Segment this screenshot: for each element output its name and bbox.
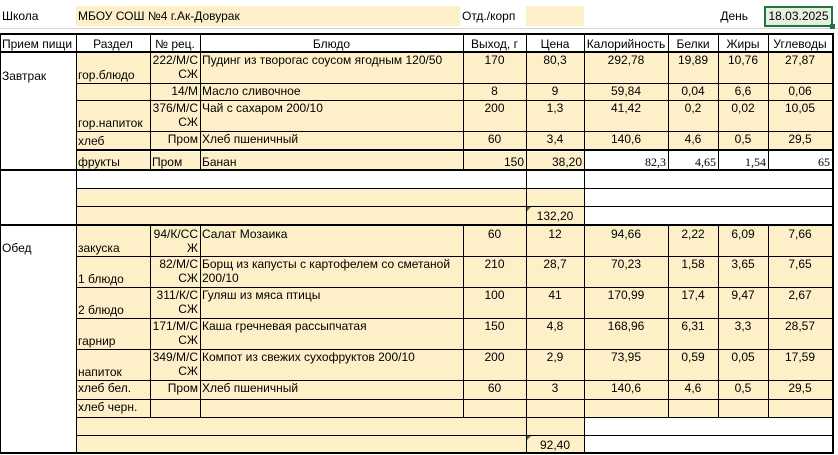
header-top-border [0,33,834,35]
table-cell-calories[interactable] [584,399,668,417]
table-cell-price[interactable]: 2,9 [526,349,584,380]
day-value[interactable]: 18.03.2025 [765,6,832,26]
lunch-top-border [0,224,834,226]
table-cell-fat[interactable]: 9,47 [718,287,768,318]
table-cell-protein[interactable]: 17,4 [668,287,718,318]
table-cell-protein[interactable]: 4,6 [668,380,718,399]
table-cell-price[interactable]: 1,3 [526,100,584,131]
table-cell-fat[interactable]: 6,6 [718,83,768,100]
table-cell-recipe[interactable]: Пром [150,131,200,149]
table-cell-recipe[interactable]: 349/М/С СЖ [150,349,200,380]
table-cell-fat[interactable]: 0,5 [718,131,768,149]
table-cell-carbs[interactable]: 7,66 [768,226,832,256]
table-cell-yield[interactable]: 200 [463,349,526,380]
gridline [0,28,838,29]
table-cell-carbs[interactable]: 2,67 [768,287,832,318]
col-protein: Белки [676,36,710,51]
table-cell-protein[interactable]: 6,31 [668,318,718,349]
col-line [718,226,719,417]
table-cell-dish[interactable]: Компот из свежих сухофруктов 200/10 [200,349,463,380]
table-cell-calories[interactable]: 140,6 [584,131,668,149]
table-cell-yield[interactable]: 60 [463,380,526,399]
table-cell-price[interactable]: 80,3 [526,52,584,83]
col-line [526,35,527,52]
table-cell-fat[interactable]: 0,05 [718,349,768,380]
table-cell-section[interactable]: 1 блюдо [76,256,150,287]
col-line [526,171,527,224]
table-cell-price[interactable]: 3,4 [526,131,584,149]
fruit-row-top-border [76,149,834,151]
col-line [526,53,527,170]
table-cell-fat[interactable]: 0,5 [718,380,768,399]
table-cell-section[interactable]: хлеб бел. [76,380,150,399]
table-cell-recipe[interactable]: 82/М/С СЖ [150,256,200,287]
table-cell-carbs[interactable] [768,399,832,417]
table-cell-calories[interactable]: 41,42 [584,100,668,131]
row-line [76,417,832,418]
table-cell-calories[interactable]: 59,84 [584,83,668,100]
fill-handle[interactable] [830,24,835,29]
table-cell-section[interactable]: хлеб [76,131,150,149]
table-cell-yield[interactable]: 60 [463,226,526,256]
table-cell-dish[interactable]: Гуляш из мяса птицы [200,287,463,318]
table-cell-yield[interactable]: 100 [463,287,526,318]
table-cell-yield[interactable]: 150 [463,318,526,349]
breakfast-total-price[interactable]: 132,20 [536,209,574,223]
table-cell-protein[interactable] [668,399,718,417]
col-line [76,53,77,453]
table-cell-dish[interactable] [200,399,463,417]
table-cell-yield[interactable] [463,399,526,417]
table-cell-carbs[interactable]: 10,05 [768,100,832,131]
empty-row[interactable] [76,170,584,188]
col-yield: Выход, г [471,36,518,51]
table-cell-dish[interactable]: Банан [200,152,463,170]
table-cell-price[interactable]: 9 [526,83,584,100]
table-cell-yield[interactable]: 170 [463,52,526,83]
table-cell-protein[interactable]: 2,22 [668,226,718,256]
table-cell-recipe[interactable]: 311/К/С СЖ [150,287,200,318]
col-line [200,53,201,170]
table-cell-section[interactable]: 2 блюдо [76,287,150,318]
col-line [526,226,527,452]
col-line [200,226,201,417]
table-cell-recipe[interactable]: Пром [150,152,200,170]
table-cell-recipe[interactable]: 222/М/С СЖ [150,52,200,83]
table-cell-price[interactable]: 4,8 [526,318,584,349]
table-cell-recipe[interactable] [150,399,200,417]
col-line [768,53,769,170]
table-cell-section[interactable]: напиток [76,349,150,380]
table-cell-fat[interactable]: 6,09 [718,226,768,256]
table-cell-calories[interactable]: 94,66 [584,226,668,256]
table-cell-calories[interactable]: 140,6 [584,380,668,399]
table-cell-price[interactable]: 28,7 [526,256,584,287]
school-label: Школа [2,9,39,23]
col-line [463,35,464,52]
col-line [150,35,151,52]
table-cell-section[interactable]: хлеб черн. [76,399,150,417]
table-cell-carbs[interactable]: 29,5 [768,380,832,399]
table-cell-dish[interactable]: Пудинг из творогас соусом ягодным 120/50 [200,52,463,83]
table-cell-price[interactable]: 41 [526,287,584,318]
row-line [76,188,832,189]
row-line [76,206,832,207]
table-cell-protein[interactable]: 0,59 [668,349,718,380]
col-line [200,35,201,52]
meal-lunch: Обед [2,241,32,255]
table-cell-protein[interactable]: 0,2 [668,100,718,131]
lunch-total-price[interactable]: 92,40 [539,438,571,452]
col-fat: Жиры [726,36,760,51]
col-line [668,53,669,170]
empty-row[interactable] [76,417,584,435]
left-border [0,33,1,454]
col-line [150,53,151,170]
table-cell-dish[interactable]: Хлеб пшеничный [200,380,463,399]
table-cell-fat[interactable]: 3,65 [718,256,768,287]
meal-breakfast: Завтрак [2,69,47,83]
table-cell-carbs[interactable]: 7,65 [768,256,832,287]
table-cell-calories[interactable]: 292,78 [584,52,668,83]
table-cell-fat[interactable]: 10,76 [718,52,768,83]
table-cell-dish[interactable]: Чай с сахаром 200/10 [200,100,463,131]
col-price: Цена [540,36,570,51]
empty-row[interactable] [76,188,584,206]
table-cell-price[interactable]: 38,20 [526,152,584,170]
col-line [76,35,77,52]
col-line [584,171,585,224]
table-cell-recipe[interactable]: 94/К/СС Ж [150,226,200,256]
col-line [150,226,151,417]
col-line [584,35,585,52]
table-cell-calories[interactable]: 70,23 [584,256,668,287]
table-cell-section[interactable]: фрукты [76,152,150,170]
table-cell-recipe[interactable]: 14/М [150,83,200,100]
col-line [668,35,669,52]
header-bottom-border [0,51,834,53]
table-cell-fat[interactable]: 1,54 [745,155,766,169]
col-line [768,226,769,417]
table-cell-carbs[interactable]: 65 [818,155,830,169]
table-cell-dish[interactable]: Каша гречневая рассыпчатая [200,318,463,349]
table-cell-recipe[interactable]: Пром [150,380,200,399]
col-line [584,53,585,170]
table-cell-section[interactable]: гарнир [76,318,150,349]
table-cell-price[interactable]: 12 [526,226,584,256]
table-cell-carbs[interactable]: 28,57 [768,318,832,349]
dept-label: Отд./корп [462,9,516,23]
col-line [768,35,769,52]
col-line [463,226,464,417]
table-cell-fat[interactable]: 3,3 [718,318,768,349]
day-label: День [720,9,748,23]
col-recipe: № рец. [155,36,195,51]
col-calories: Калорийность [586,36,666,51]
table-cell-dish[interactable]: Борщ из капусты с картофелем со сметаной 200/10 [200,256,463,287]
table-cell-calories[interactable]: 82,3 [645,155,666,169]
table-cell-protein[interactable]: 1,58 [668,256,718,287]
table-cell-yield[interactable]: 200 [463,100,526,131]
col-line [463,53,464,170]
table-cell-section[interactable]: гор.блюдо [76,52,150,83]
table-cell-calories[interactable]: 73,95 [584,349,668,380]
row-line [76,435,832,436]
total-row[interactable] [76,206,584,224]
col-dish: Блюдо [312,36,351,51]
table-cell-dish[interactable]: Салат Мозаика [200,226,463,256]
table-cell-price[interactable]: 3 [526,380,584,399]
col-line [718,53,719,170]
col-line [718,35,719,52]
table-cell-carbs[interactable]: 29,5 [768,131,832,149]
table-cell-fat[interactable] [718,399,768,417]
breakfast-bottom-border [0,169,834,171]
table-cell-section[interactable] [76,83,150,100]
table-cell-carbs[interactable]: 0,06 [768,83,832,100]
table-cell-dish[interactable]: Масло сливочное [200,83,463,100]
school-value[interactable]: МБОУ СОШ №4 г.Ак-Довурак [76,6,460,26]
table-cell-recipe[interactable]: 171/М/С СЖ [150,318,200,349]
table-cell-section[interactable]: гор.напиток [76,100,150,131]
table-cell-yield[interactable]: 60 [463,131,526,149]
cell-selection [764,6,833,27]
table-cell-dish[interactable]: Хлеб пшеничный [200,131,463,149]
lunch-bottom-border [0,452,834,454]
table-cell-section[interactable]: закуска [76,226,150,256]
right-border [832,33,834,454]
table-cell-calories[interactable]: 168,96 [584,318,668,349]
total-row[interactable] [76,435,584,453]
table-cell-yield[interactable]: 150 [463,152,526,170]
col-section: Раздел [93,36,133,51]
table-cell-price[interactable] [526,399,584,417]
col-line [668,226,669,417]
table-cell-yield[interactable]: 8 [463,83,526,100]
col-meal: Прием пищи [2,36,73,51]
table-cell-protein[interactable]: 4,6 [668,131,718,149]
table-cell-yield[interactable]: 210 [463,256,526,287]
table-cell-recipe[interactable]: 376/М/С СЖ [150,100,200,131]
col-carbs: Углеводы [773,36,827,51]
table-cell-carbs[interactable]: 27,87 [768,52,832,83]
table-cell-fat[interactable]: 0,02 [718,100,768,131]
col-line [584,226,585,452]
dept-value[interactable] [526,6,584,26]
table-cell-protein[interactable]: 4,65 [695,155,716,169]
table-cell-protein[interactable]: 0,04 [668,83,718,100]
table-cell-protein[interactable]: 19,89 [668,52,718,83]
table-cell-carbs[interactable]: 17,59 [768,349,832,380]
table-cell-calories[interactable]: 170,99 [584,287,668,318]
